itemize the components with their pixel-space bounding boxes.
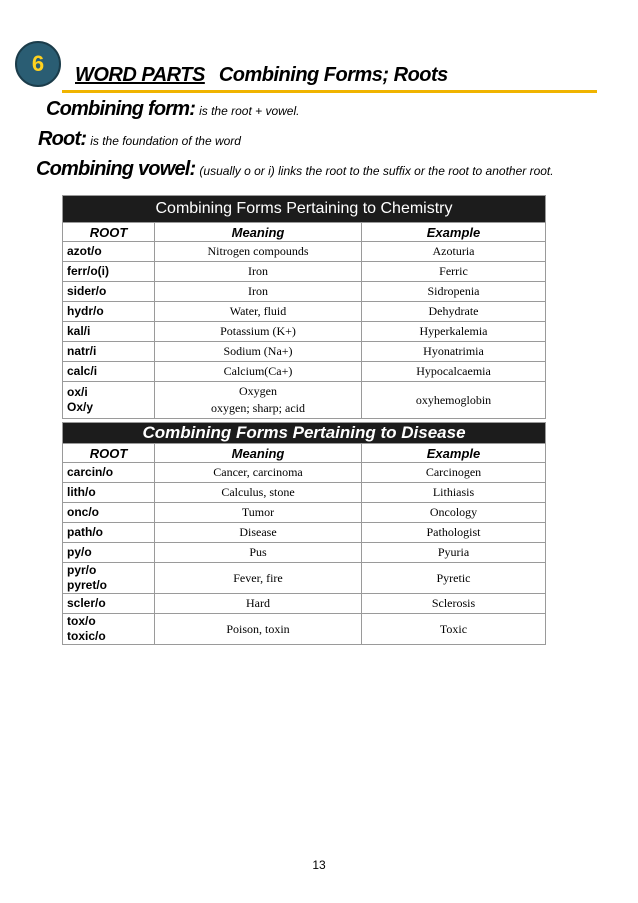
table-row [63,342,546,362]
meaning-cell: Potassium (K+) [155,322,362,342]
meaning-cell: Nitrogen compounds [155,242,362,262]
example-cell: Hypocalcaemia [362,362,546,382]
example-cell: Hyperkalemia [362,322,546,342]
example-cell: Carcinogen [362,463,546,483]
table-row [63,302,546,322]
table-row [63,594,546,614]
example-cell: Hyonatrimia [362,342,546,362]
definition-term: Combining vowel: [36,158,196,180]
definition-combining-vowel [36,158,554,181]
example-cell: Pyretic [362,563,546,594]
meaning-cell: Poison, toxin [155,614,362,645]
example-cell: Dehydrate [362,302,546,322]
root-cell: sider/o [63,282,155,302]
meaning-cell: Disease [155,523,362,543]
root-line: pyret/o [67,578,108,592]
column-header-example: Example [362,444,546,463]
chemistry-table [62,195,546,419]
column-header-meaning: Meaning [155,444,362,463]
root-cell: hydr/o [63,302,155,322]
root-line: Ox/y [67,400,94,414]
definition-term: Root: [38,128,87,150]
table-row [63,322,546,342]
table-row [63,483,546,503]
meaning-cell: Iron [155,262,362,282]
table-row [63,543,546,563]
root-cell: kal/i [63,322,155,342]
root-cell: natr/i [63,342,155,362]
title-word-parts: WORD PARTS [75,64,205,86]
disease-table [62,422,546,645]
table-row [63,614,546,645]
meaning-cell: Iron [155,282,362,302]
example-cell: Pathologist [362,523,546,543]
table-row [63,463,546,483]
table-row [63,262,546,282]
column-header-meaning: Meaning [155,223,362,242]
meaning-cell: Water, fluid [155,302,362,322]
meaning-line: Oxygen [239,384,277,398]
table-row [63,382,546,419]
example-cell: Toxic [362,614,546,645]
root-cell: lith/o [63,483,155,503]
definition-text: (usually o or i) links the root to the suffix or the root to another root. [199,164,554,178]
meaning-cell: Hard [155,594,362,614]
example-cell: Lithiasis [362,483,546,503]
root-cell: onc/o [63,503,155,523]
meaning-line: oxygen; sharp; acid [211,401,305,415]
page-title [75,64,448,87]
root-line: pyr/o [67,563,97,577]
disease-table-title: Combining Forms Pertaining to Disease [63,423,546,444]
definition-term: Combining form: [46,98,196,120]
definition-combining-form [46,98,299,121]
example-cell: Sclerosis [362,594,546,614]
meaning-cell: Sodium (Na+) [155,342,362,362]
example-cell: Pyuria [362,543,546,563]
table-row [63,563,546,594]
meaning-cell: Pus [155,543,362,563]
root-cell: py/o [63,543,155,563]
example-cell: oxyhemoglobin [362,382,546,419]
section-number: 6 [31,51,45,76]
example-cell: Ferric [362,262,546,282]
example-cell: Oncology [362,503,546,523]
chemistry-table-title: Combining Forms Pertaining to Chemistry [63,196,546,223]
column-header-root: ROOT [63,444,155,463]
column-header-root: ROOT [63,223,155,242]
root-cell: ferr/o(i) [63,262,155,282]
root-line: tox/o [67,614,96,628]
table-row [63,242,546,262]
table-row [63,523,546,543]
meaning-cell: Calculus, stone [155,483,362,503]
table-row [63,362,546,382]
root-cell: scler/o [63,594,155,614]
example-cell: Sidropenia [362,282,546,302]
root-cell: carcin/o [63,463,155,483]
section-number-badge [15,41,61,87]
meaning-cell: Cancer, carcinoma [155,463,362,483]
definition-root [38,128,241,151]
definition-text: is the root + vowel. [199,104,300,118]
table-row [63,503,546,523]
root-line: ox/i [67,385,88,399]
meaning-cell: Tumor [155,503,362,523]
meaning-cell: Fever, fire [155,563,362,594]
table-row [63,282,546,302]
root-cell [63,563,155,594]
definition-text: is the foundation of the word [90,134,241,148]
root-cell: calc/i [63,362,155,382]
meaning-cell: Calcium(Ca+) [155,362,362,382]
page-number: 13 [312,858,326,872]
column-header-example: Example [362,223,546,242]
meaning-cell [155,382,362,419]
root-cell [63,614,155,645]
title-subject: Combining Forms; Roots [218,64,448,86]
root-cell: azot/o [63,242,155,262]
example-cell: Azoturia [362,242,546,262]
title-underline [62,90,597,93]
root-line: toxic/o [67,629,106,643]
root-cell [63,382,155,419]
root-cell: path/o [63,523,155,543]
